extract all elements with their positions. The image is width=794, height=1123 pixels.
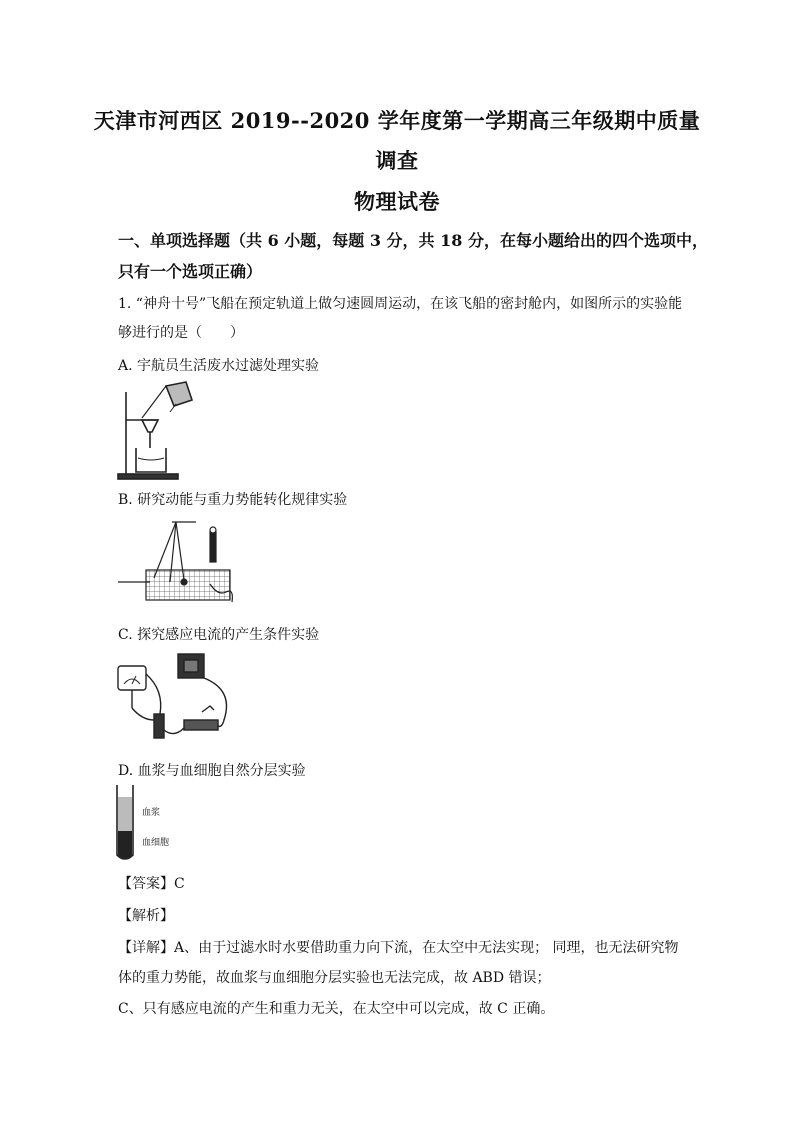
detail-line-3: C、只有感应电流的产生和重力无关，在太空中可以完成，故 C 正确。 xyxy=(118,1001,555,1017)
label-plasma: 血浆 xyxy=(142,808,161,818)
option-c-label: C. 探究感应电流的产生条件实验 xyxy=(118,627,320,643)
analysis-heading: 【解析】 xyxy=(118,908,174,924)
figure-d-test-tube xyxy=(114,783,194,865)
option-d-label: D. 血浆与血细胞自然分层实验 xyxy=(118,763,306,779)
answer-line: 【答案】C xyxy=(118,876,185,892)
question-line-1: 1. “神舟十号”飞船在预定轨道上做匀速圆周运动，在该飞船的密封舱内，如图所示的实验能 xyxy=(118,296,683,312)
section-heading-line-1: 一、单项选择题（共 6 小题，每题 3 分，共 18 分，在每小题给出的四个选项中， xyxy=(118,231,708,250)
option-b-label: B. 研究动能与重力势能转化规律实验 xyxy=(118,492,348,508)
title-line-3: 物理试卷 xyxy=(354,189,440,214)
detail-line-1: 【详解】A、由于过滤水时水要借助重力向下流，在太空中无法实现； 同理，也无法研究物 xyxy=(118,940,679,956)
title-line-2: 调查 xyxy=(375,148,419,173)
detail-line-2: 体的重力势能，故血浆与血细胞分层实验也无法完成，故 ABD 错误； xyxy=(118,970,551,986)
section-heading-line-2: 只有一个选项正确） xyxy=(118,262,263,281)
label-blood-cells: 血细胞 xyxy=(142,838,170,848)
title-line-1: 天津市河西区 2019--2020 学年度第一学期高三年级期中质量 xyxy=(93,108,701,133)
option-a-label: A. 宇航员生活废水过滤处理实验 xyxy=(118,358,320,374)
figure-b-pendulum-apparatus xyxy=(114,516,242,606)
test-tube-icon xyxy=(114,783,136,865)
figure-a-filtration-apparatus xyxy=(114,378,210,482)
figure-c-induction-circuit xyxy=(114,650,240,746)
question-line-2: 够进行的是（ ） xyxy=(118,325,244,341)
